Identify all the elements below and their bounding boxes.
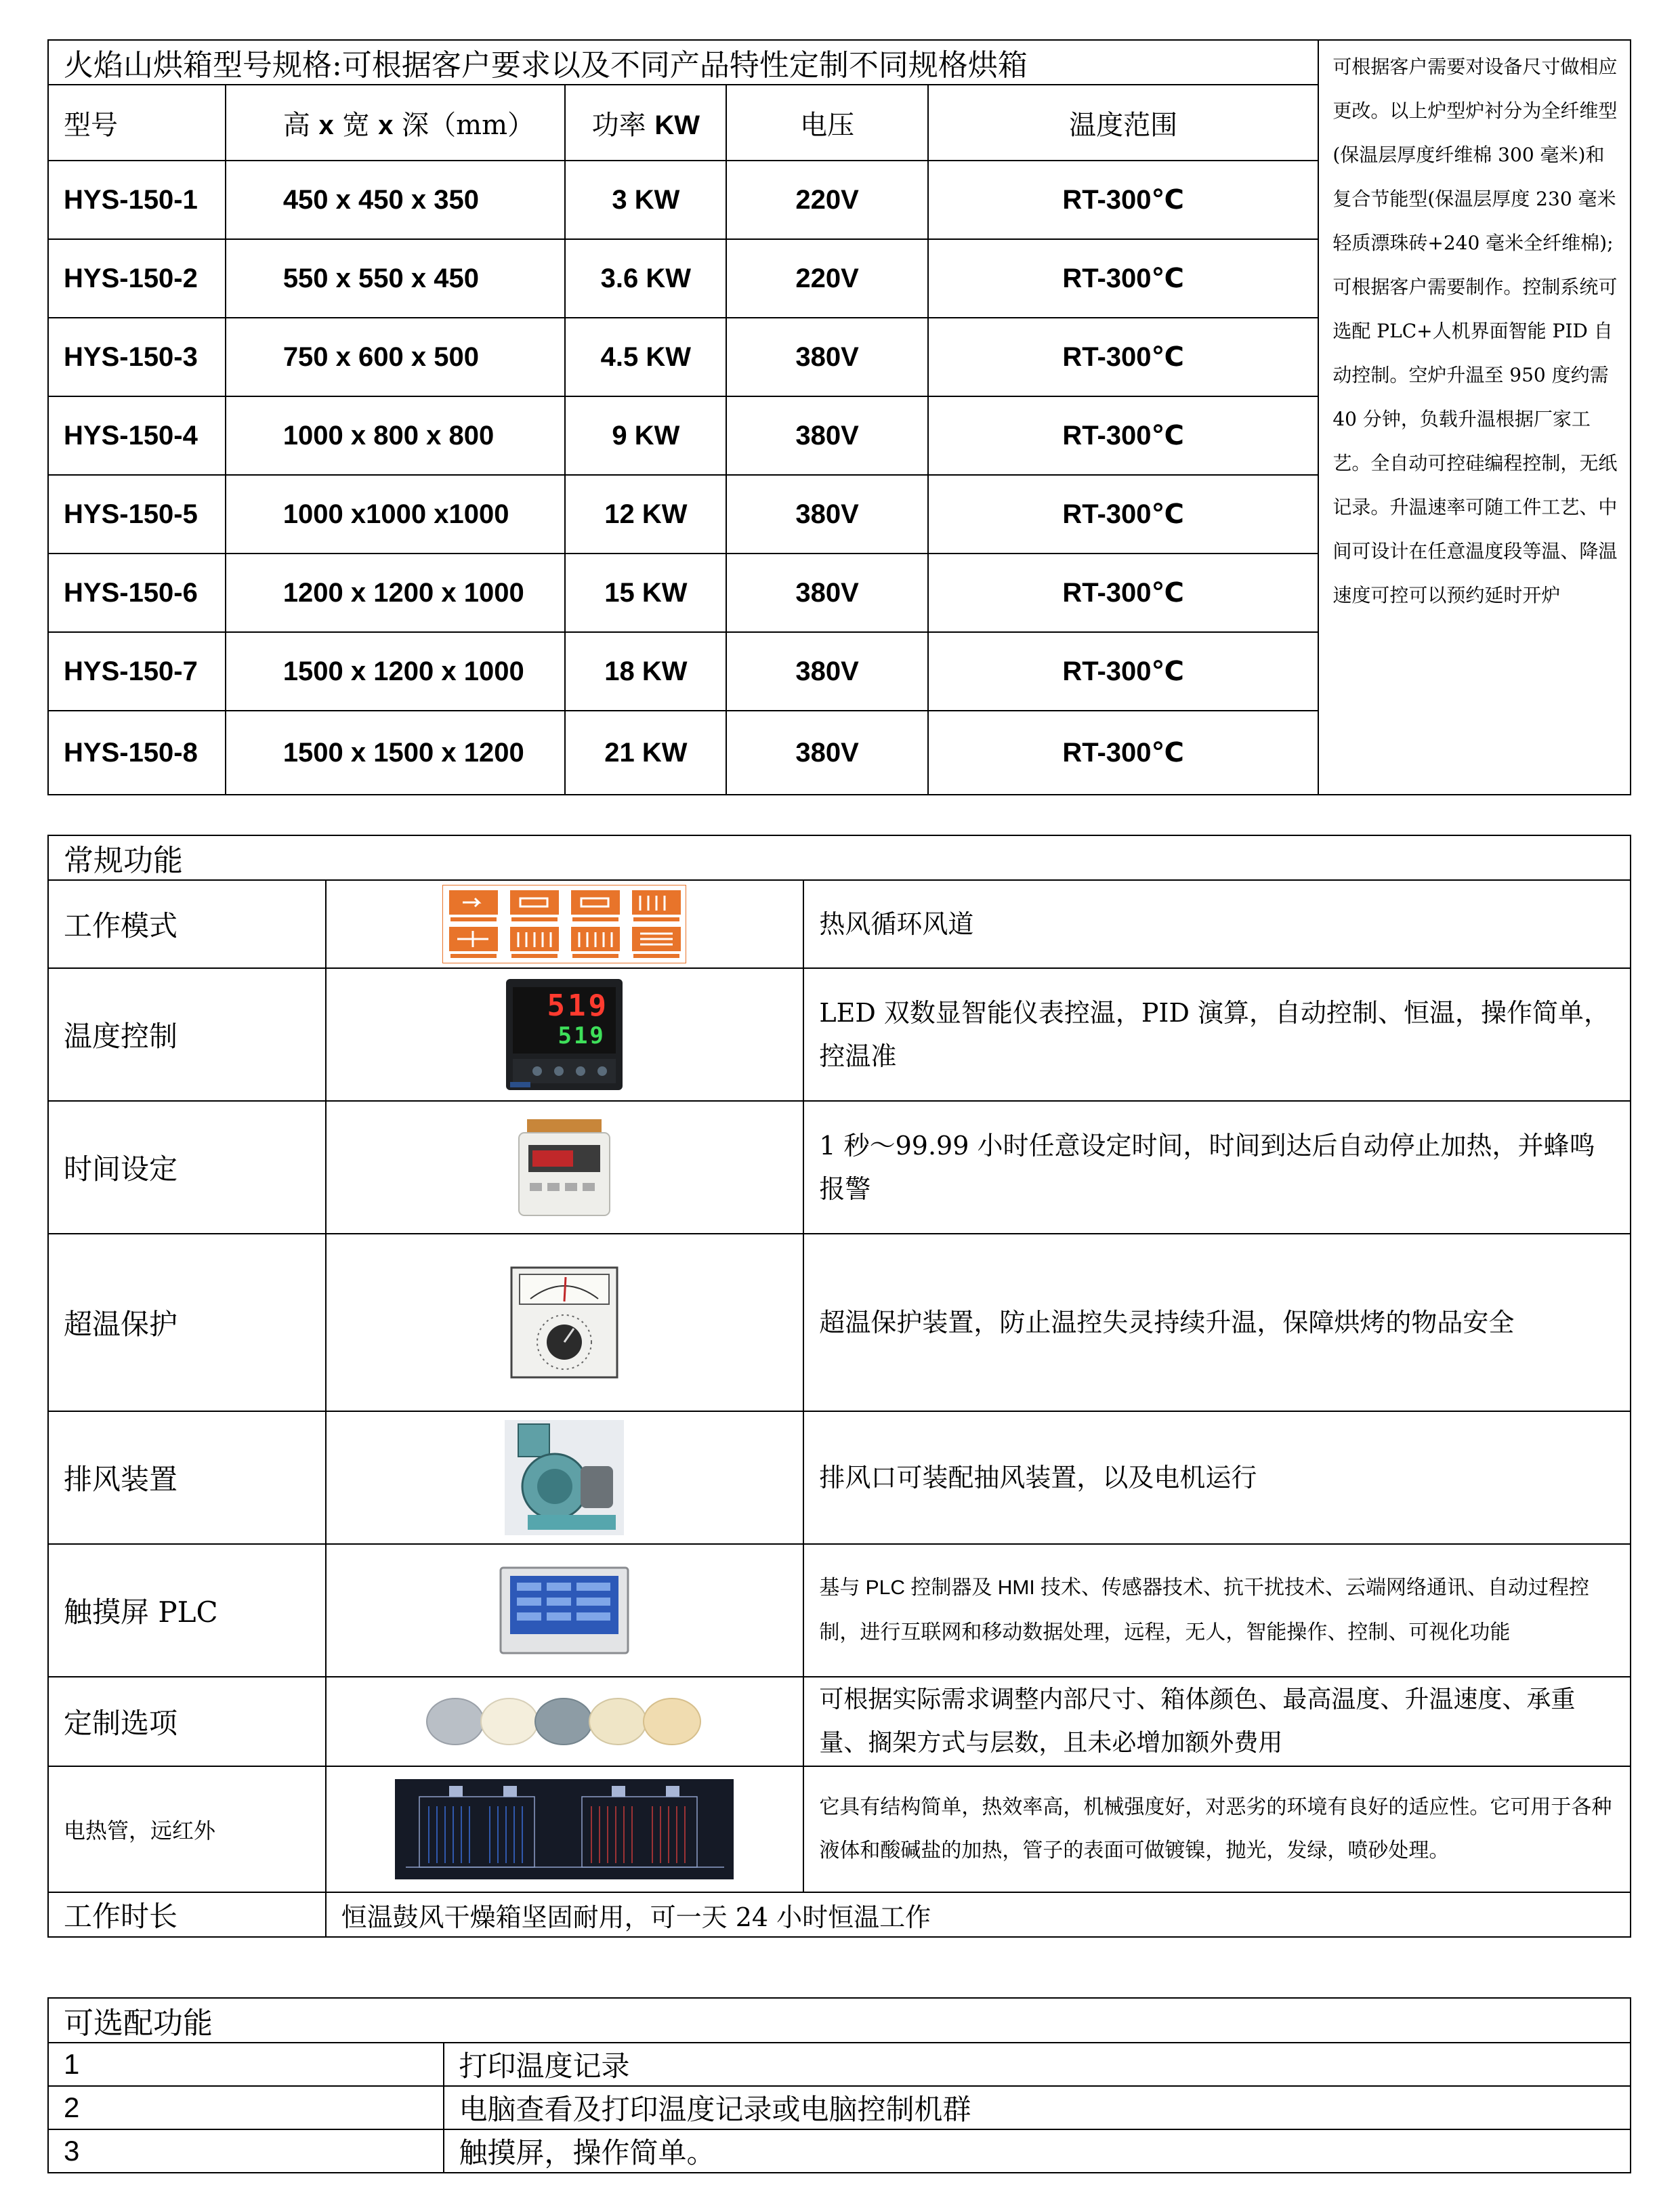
feature-row (48, 1411, 1631, 1544)
power-cell: 15 KW (565, 554, 726, 632)
voltage-cell: 380V (726, 632, 928, 711)
feature-row (48, 1677, 1631, 1766)
size-cell: 750 x 600 x 500 (226, 318, 566, 396)
header-model: 型号 (48, 85, 226, 161)
feature-desc: 超温保护装置，防止温控失灵持续升温，保障烘烤的物品安全 (803, 1234, 1631, 1411)
feature-label: 工作模式 (48, 880, 326, 968)
row-number: 3 (48, 2129, 444, 2173)
temp-cell: RT-300℃ (928, 161, 1318, 239)
duration-label: 工作时长 (48, 1892, 326, 1937)
voltage-cell: 220V (726, 239, 928, 318)
feature-label: 超温保护 (48, 1234, 326, 1411)
spec-note: 可根据客户需要对设备尺寸做相应更改。以上炉型炉衬分为全纤维型(保温层厚度纤维棉 300 毫米)和复合节能型(保温层厚度 230 毫米轻质漂珠砖+240 毫米全纤维棉);可根据客户需要制作。控制系统可选配 PLC+人机界面智能 PID 自动控制。空炉升温至 950 度约需 40 分钟，负载升温根据厂家工艺。全自动可控硅编程控制，无纸记录。升温速率可随工件工艺、中间可设计在任意温度段等温、降温速度可控可以预约延时开炉 (1318, 40, 1631, 795)
feature-row (48, 968, 1631, 1101)
feature-label: 温度控制 (48, 968, 326, 1101)
feature-label: 时间设定 (48, 1101, 326, 1234)
feature-desc: 热风循环风道 (803, 880, 1631, 968)
feature-desc: 基与 PLC 控制器及 HMI 技术、传感器技术、抗干扰技术、云端网络通讯、自动过程控制，进行互联网和移动数据处理，远程，无人，智能操作、控制、可视化功能 (803, 1544, 1631, 1677)
size-cell: 1500 x 1200 x 1000 (226, 632, 566, 711)
table-row (48, 2129, 1631, 2173)
row-number: 1 (48, 2043, 444, 2086)
size-cell: 1500 x 1500 x 1200 (226, 711, 566, 795)
temp-cell: RT-300℃ (928, 554, 1318, 632)
features-title: 常规功能 (48, 835, 1631, 880)
duration-desc: 恒温鼓风干燥箱坚固耐用，可一天 24 小时恒温工作 (326, 1892, 1631, 1937)
power-cell: 3.6 KW (565, 239, 726, 318)
heater-diagram (326, 1766, 804, 1892)
power-cell: 18 KW (565, 632, 726, 711)
size-cell: 1000 x 800 x 800 (226, 396, 566, 475)
voltage-cell: 380V (726, 475, 928, 554)
voltage-cell: 380V (726, 396, 928, 475)
model-cell: HYS-150-6 (48, 554, 226, 632)
feature-desc: 可根据实际需求调整内部尺寸、箱体颜色、最高温度、升温速度、承重量、搁架方式与层数，且未必增加额外费用 (803, 1677, 1631, 1766)
spec-table (47, 39, 1631, 795)
feature-desc: 1 秒～99.99 小时任意设定时间，时间到达后自动停止加热，并蜂鸣报警 (803, 1101, 1631, 1234)
feature-row (48, 1101, 1631, 1234)
feature-row (48, 880, 1631, 968)
option-text: 电脑查看及打印温度记录或电脑控制机群 (444, 2086, 1631, 2129)
power-cell: 4.5 KW (565, 318, 726, 396)
voltage-cell: 380V (726, 711, 928, 795)
option-text: 触摸屏，操作简单。 (444, 2129, 1631, 2173)
voltage-cell: 220V (726, 161, 928, 239)
feature-row (48, 1766, 1631, 1892)
feature-label: 定制选项 (48, 1677, 326, 1766)
feature-desc: LED 双数显智能仪表控温，PID 演算，自动控制、恒温，操作简单，控温准 (803, 968, 1631, 1101)
feature-label: 电热管，远红外 (48, 1766, 326, 1892)
display-bottom-value: 519 (558, 1022, 606, 1049)
header-power: 功率 KW (565, 85, 726, 161)
power-cell: 9 KW (565, 396, 726, 475)
option-text: 打印温度记录 (444, 2043, 1631, 2086)
temp-cell: RT-300℃ (928, 239, 1318, 318)
temp-cell: RT-300℃ (928, 318, 1318, 396)
temp-cell: RT-300℃ (928, 632, 1318, 711)
feature-row (48, 1544, 1631, 1677)
size-cell: 1200 x 1200 x 1000 (226, 554, 566, 632)
header-voltage: 电压 (726, 85, 928, 161)
model-cell: HYS-150-5 (48, 475, 226, 554)
table-row (48, 2043, 1631, 2086)
size-cell: 450 x 450 x 350 (226, 161, 566, 239)
size-cell: 550 x 550 x 450 (226, 239, 566, 318)
feature-row (48, 1234, 1631, 1411)
power-cell: 3 KW (565, 161, 726, 239)
overtemp-dial (326, 1234, 804, 1411)
size-cell: 1000 x1000 x1000 (226, 475, 566, 554)
touch-screen (326, 1544, 804, 1677)
timer-relay (326, 1101, 804, 1234)
voltage-cell: 380V (726, 554, 928, 632)
voltage-cell: 380V (726, 318, 928, 396)
model-cell: HYS-150-2 (48, 239, 226, 318)
model-cell: HYS-150-3 (48, 318, 226, 396)
color-swatches (326, 1677, 804, 1766)
power-cell: 21 KW (565, 711, 726, 795)
temp-cell: RT-300℃ (928, 396, 1318, 475)
feature-label: 排风装置 (48, 1411, 326, 1544)
airflow-mode-icons (326, 880, 804, 968)
model-cell: HYS-150-8 (48, 711, 226, 795)
feature-desc: 排风口可装配抽风装置，以及电机运行 (803, 1411, 1631, 1544)
header-size: 高 x 宽 x 深（mm） (226, 85, 566, 161)
temp-cell: RT-300℃ (928, 475, 1318, 554)
feature-row (48, 1892, 1631, 1937)
header-temp: 温度范围 (928, 85, 1318, 161)
spec-table-title: 火焰山烘箱型号规格:可根据客户要求以及不同产品特性定制不同规格烘箱 (48, 40, 1318, 85)
feature-label: 触摸屏 PLC (48, 1544, 326, 1677)
display-top-value: 519 (547, 988, 609, 1023)
model-cell: HYS-150-7 (48, 632, 226, 711)
features-table (47, 835, 1631, 1938)
power-cell: 12 KW (565, 475, 726, 554)
optional-table (47, 1997, 1631, 2173)
optional-title: 可选配功能 (48, 1998, 1631, 2043)
model-cell: HYS-150-4 (48, 396, 226, 475)
row-number: 2 (48, 2086, 444, 2129)
temp-cell: RT-300℃ (928, 711, 1318, 795)
table-row (48, 2086, 1631, 2129)
model-cell: HYS-150-1 (48, 161, 226, 239)
blower-fan (326, 1411, 804, 1544)
feature-desc: 它具有结构简单，热效率高，机械强度好，对恶劣的环境有良好的适应性。它可用于各种液体和酸碱盐的加热，管子的表面可做镀镍，抛光，发绿，喷砂处理。 (803, 1766, 1631, 1892)
